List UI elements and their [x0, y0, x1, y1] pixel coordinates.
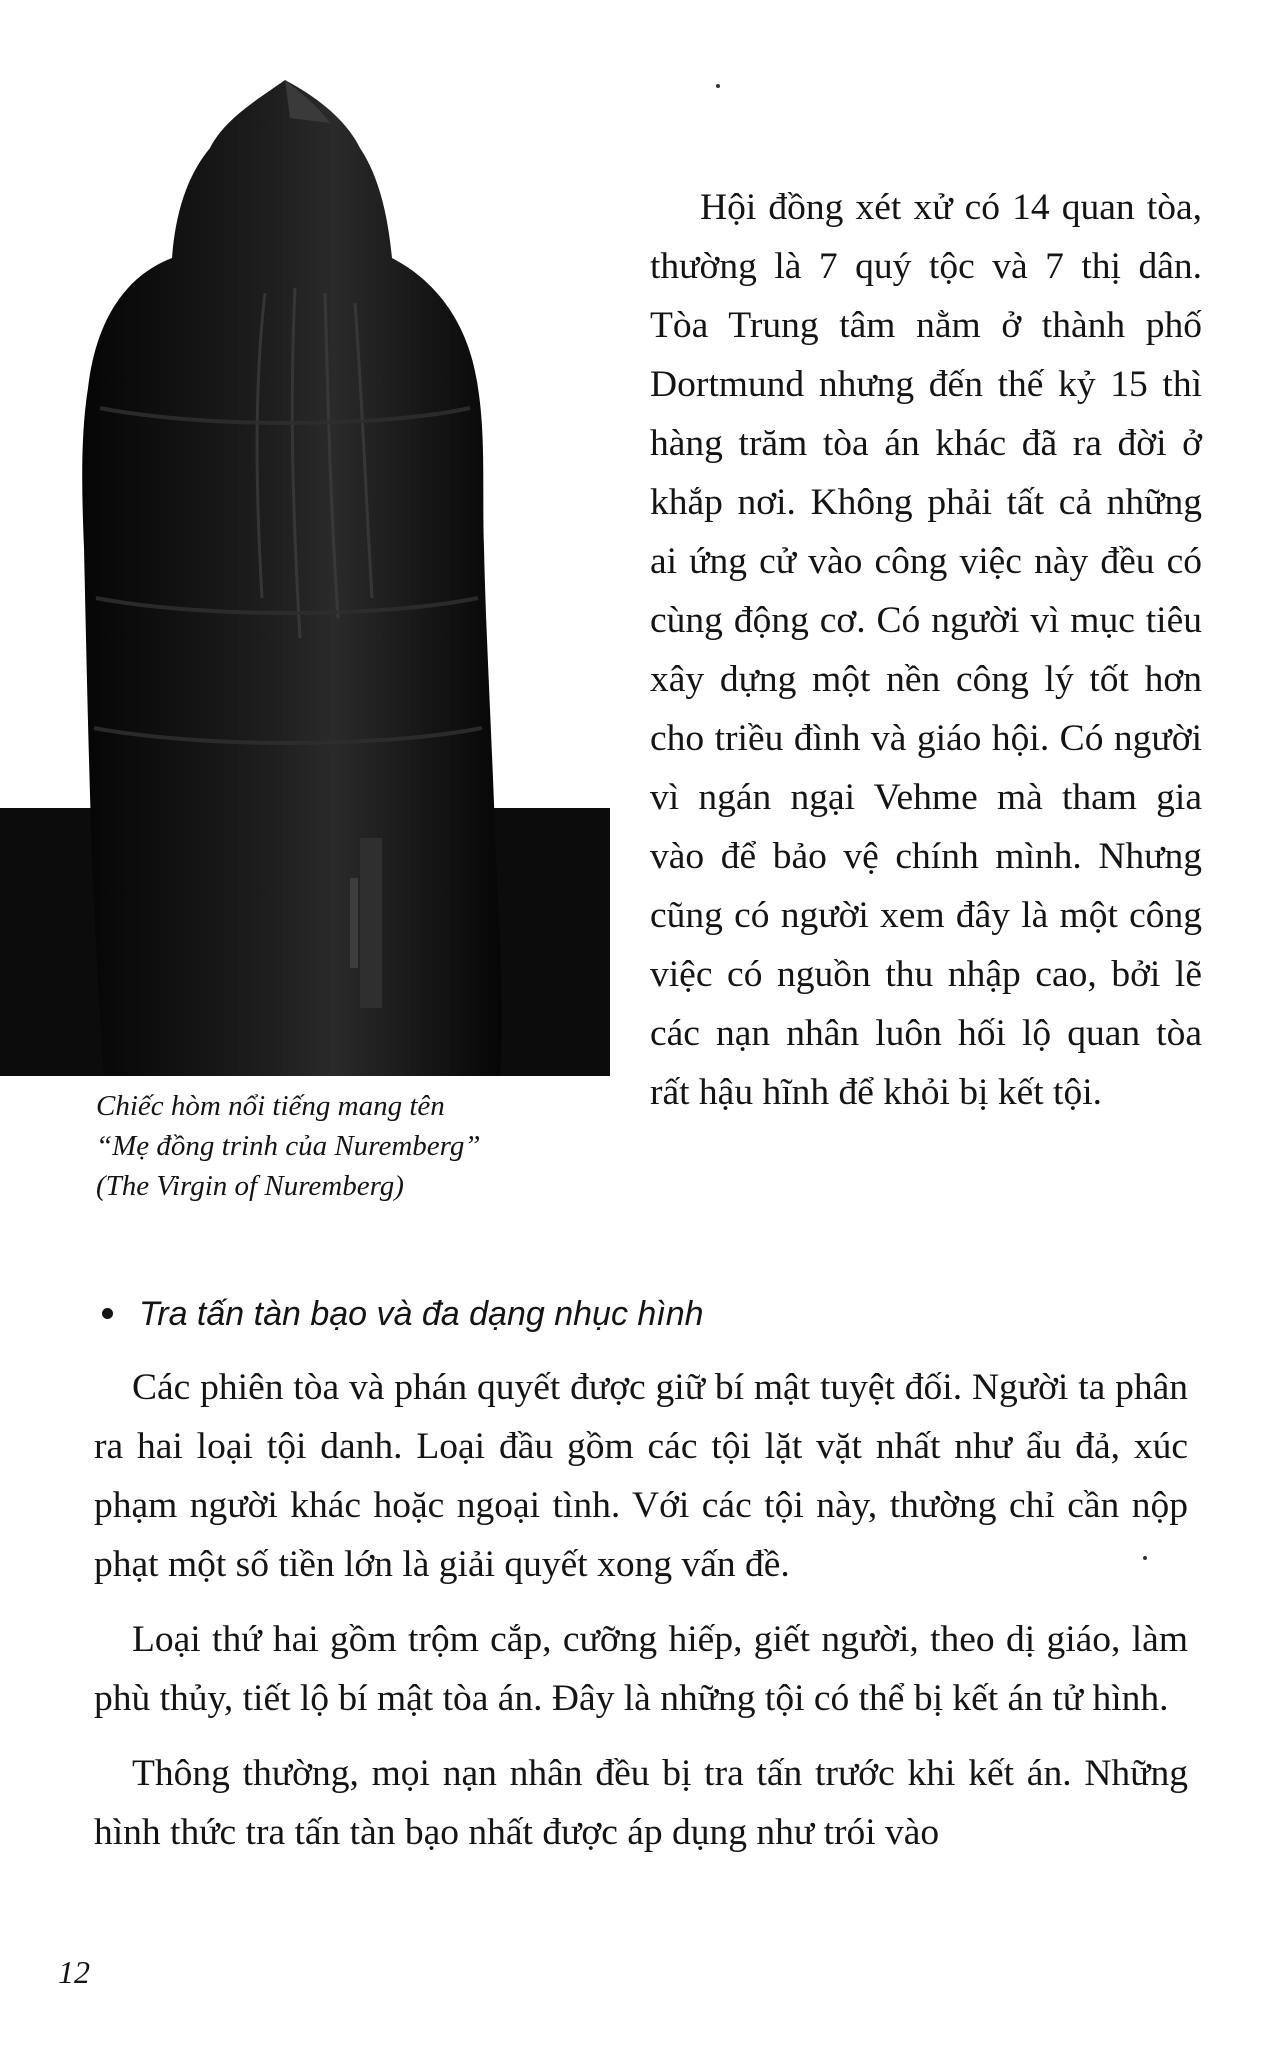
scan-speck	[1143, 1556, 1147, 1560]
iron-maiden-photo	[0, 78, 610, 1076]
page-number: 12	[58, 1954, 90, 1990]
caption-line: “Mẹ đồng trinh của Nuremberg”	[96, 1130, 481, 1162]
column-paragraph: Hội đồng xét xử có 14 quan tòa, thường là 7 quý tộc và 7 thị dân. Tòa Trung tâm nằm ở thành phố Dortmund nhưng đến thế kỷ 15 thì hàng trăm tòa án khác đã ra đời ở khắp nơi. Không phải tất cả những ai ứng cử vào công việc này đều có cùng động cơ. Có người vì mục tiêu xây dựng một nền công lý tốt hơn cho triều đình và giáo hội. Có người vì ngán ngại Vehme mà tham gia vào để bảo vệ chính mình. Nhưng cũng có người xem đây là một công việc có nguồn thu nhập cao, bởi lẽ các nạn nhân luôn hối lộ quan tòa rất hậu hĩnh để khỏi bị kết tội.	[650, 187, 1202, 1113]
iron-maiden-image	[0, 78, 610, 1076]
body-text	[94, 1358, 1188, 1878]
bullet-icon	[102, 1308, 113, 1319]
paragraph: Loại thứ hai gồm trộm cắp, cưỡng hiếp, giết người, theo dị giáo, làm phù thủy, tiết lộ bí mật tòa án. Đây là những tội có thể bị kết án tử hình.	[94, 1619, 1188, 1719]
caption-line: Chiếc hòm nổi tiếng mang tên	[96, 1090, 445, 1122]
paragraph: Thông thường, mọi nạn nhân đều bị tra tấn trước khi kết án. Những hình thức tra tấn tàn bạo nhất được áp dụng như trói vào	[94, 1753, 1188, 1853]
section-heading	[102, 1290, 1202, 1338]
paragraph: Các phiên tòa và phán quyết được giữ bí mật tuyệt đối. Người ta phân ra hai loại tội danh. Loại đầu gồm các tội lặt vặt nhất như ẩu đả, xúc phạm người khác hoặc ngoại tình. Với các tội này, thường chỉ cần nộp phạt một số tiền lớn là giải quyết xong vấn đề.	[94, 1367, 1188, 1585]
caption-line: (The Virgin of Nuremberg)	[96, 1170, 404, 1202]
section-heading-text: Tra tấn tàn bạo và đa dạng nhục hình	[139, 1295, 704, 1333]
figure-caption	[96, 1086, 576, 1206]
scan-speck	[716, 84, 720, 88]
